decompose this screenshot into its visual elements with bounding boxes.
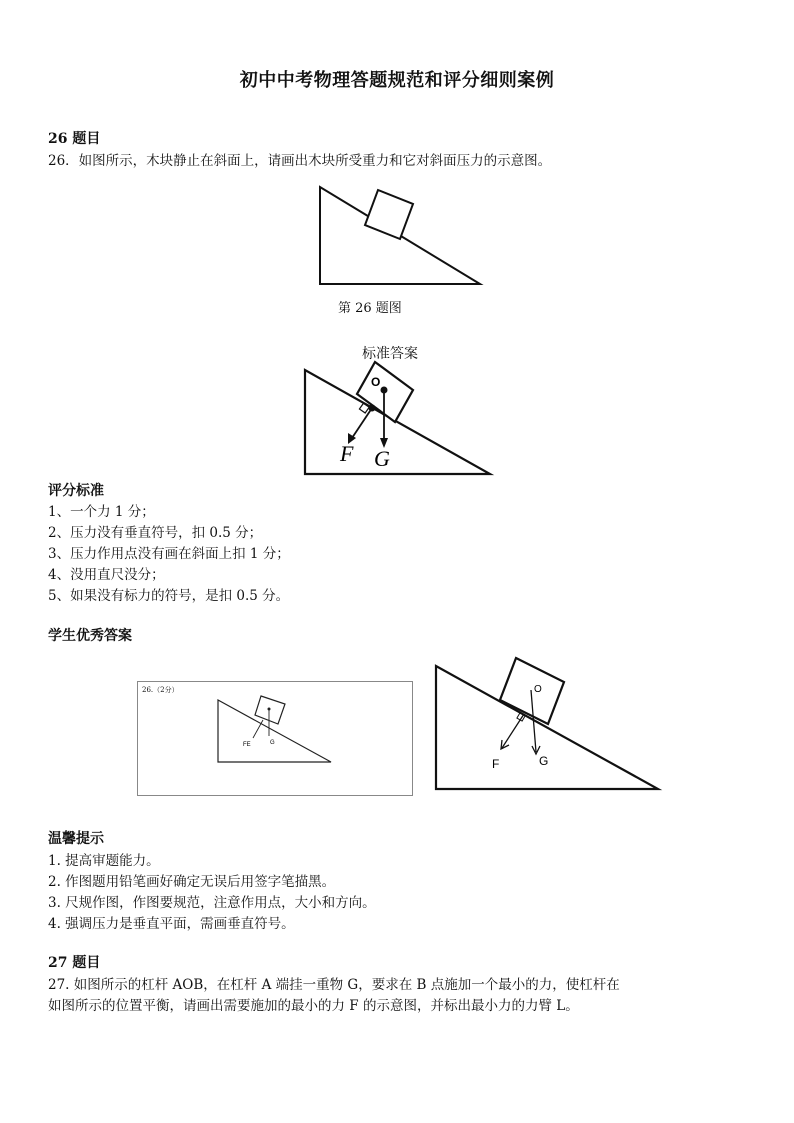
standard-answer-heading: 标准答案 bbox=[362, 346, 418, 362]
student-small-figure bbox=[213, 694, 338, 769]
q26-question: 26．如图所示，木块静止在斜面上，请画出木块所受重力和它对斜面压力的示意图。 bbox=[48, 153, 552, 169]
label-fe: FE bbox=[243, 742, 251, 748]
scoring-heading: 评分标准 bbox=[48, 483, 104, 499]
pressure-arrow bbox=[253, 720, 263, 738]
label-g: G bbox=[374, 446, 390, 471]
q27-question-line-1: 27. 如图所示的杠杆 AOB，在杠杆 A 端挂一重物 G，要求在 B 点施加一个最小的力，使杠杆在 bbox=[48, 977, 620, 993]
tip-item: 1. 提高审题能力。 bbox=[48, 853, 160, 869]
q27-question-line-2: 如图所示的位置平衡，请画出需要施加的最小的力 F 的示意图，并标出最小力的力臂 L。 bbox=[48, 998, 579, 1014]
student-answer-heading: 学生优秀答案 bbox=[48, 628, 132, 644]
scoring-item: 3、压力作用点没有画在斜面上扣 1 分； bbox=[48, 546, 290, 562]
student-large-figure bbox=[430, 652, 665, 794]
tips-heading: 温馨提示 bbox=[48, 831, 104, 847]
standard-answer-figure bbox=[300, 362, 495, 480]
wood-block bbox=[365, 190, 413, 239]
scoring-item: 4、没用直尺没分； bbox=[48, 567, 165, 583]
scoring-item: 5、如果没有标力的符号，是扣 0.5 分。 bbox=[48, 588, 290, 604]
tip-item: 4. 强调压力是垂直平面，需画垂直符号。 bbox=[48, 916, 295, 932]
label-o: O bbox=[371, 375, 381, 389]
label-f: F bbox=[340, 441, 354, 466]
label-f: F bbox=[492, 757, 500, 771]
pressure-arrow-line bbox=[502, 714, 524, 748]
q26-figure-caption: 第 26 题图 bbox=[338, 301, 402, 316]
q26-heading: 26 题目 bbox=[48, 131, 101, 147]
label-o: O bbox=[534, 684, 542, 695]
wood-block bbox=[500, 658, 564, 724]
q27-heading: 27 题目 bbox=[48, 955, 101, 971]
scoring-item: 1、一个力 1 分； bbox=[48, 504, 155, 520]
page-title: 初中中考物理答题规范和评分细则案例 bbox=[239, 70, 555, 91]
student-scan-header: 26.（2分） bbox=[142, 686, 179, 694]
q26-figure bbox=[310, 180, 490, 290]
tip-item: 3. 尺规作图，作图要规范，注意作用点，大小和方向。 bbox=[48, 895, 376, 911]
label-g: G bbox=[539, 754, 549, 768]
scoring-item: 2、压力没有垂直符号，扣 0.5 分； bbox=[48, 525, 263, 541]
tip-item: 2. 作图题用铅笔画好确定无误后用签字笔描黑。 bbox=[48, 874, 336, 890]
label-g: G bbox=[270, 740, 275, 746]
student-answer-scan bbox=[137, 681, 413, 796]
